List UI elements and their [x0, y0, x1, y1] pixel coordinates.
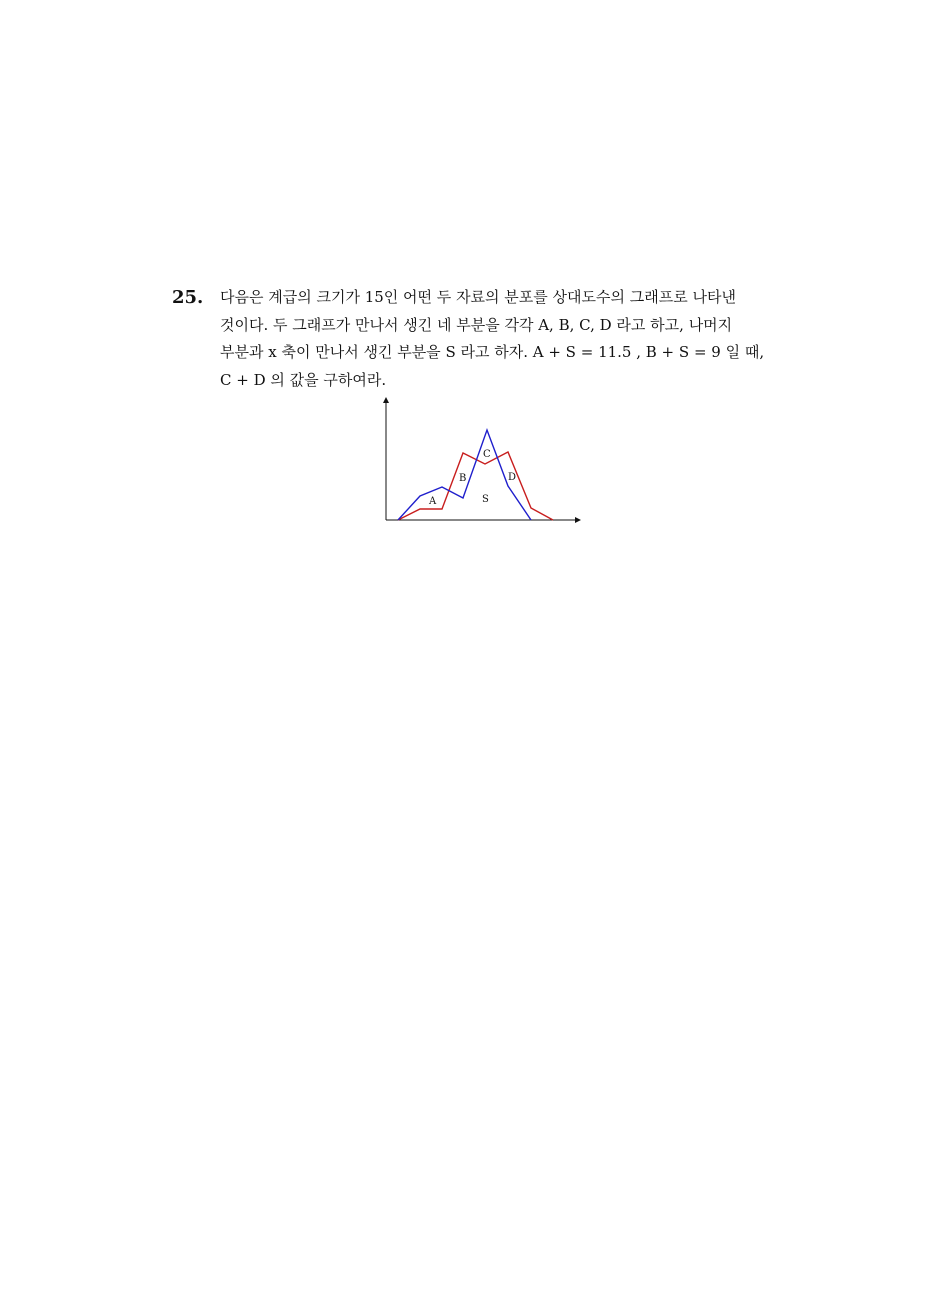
problem-line-4: C + D 의 값을 구하여라. [220, 370, 387, 389]
problem-line-1: 다음은 계급의 크기가 15인 어떤 두 자료의 분포를 상대도수의 그래프로 나타낸 [220, 288, 736, 306]
frequency-polygon-figure [378, 394, 584, 528]
problem-line-2: 것이다. 두 그래프가 만나서 생긴 네 부분을 각각 A, B, C, D 라고 하고, 나머지 [220, 315, 733, 334]
problem-number: 25. [172, 287, 204, 308]
region-label-d: D [508, 472, 517, 483]
problem-line-3: 부분과 x 축이 만나서 생긴 부분을 S 라고 하자. A + S = 11.5 , B + S = 9 일 때, [220, 343, 765, 361]
region-label-b: B [459, 473, 467, 484]
region-label-c: C [483, 449, 491, 460]
figure-svg [378, 394, 584, 528]
region-label-s: S [482, 494, 489, 505]
region-label-a: A [429, 496, 437, 507]
problem-text [220, 284, 768, 394]
